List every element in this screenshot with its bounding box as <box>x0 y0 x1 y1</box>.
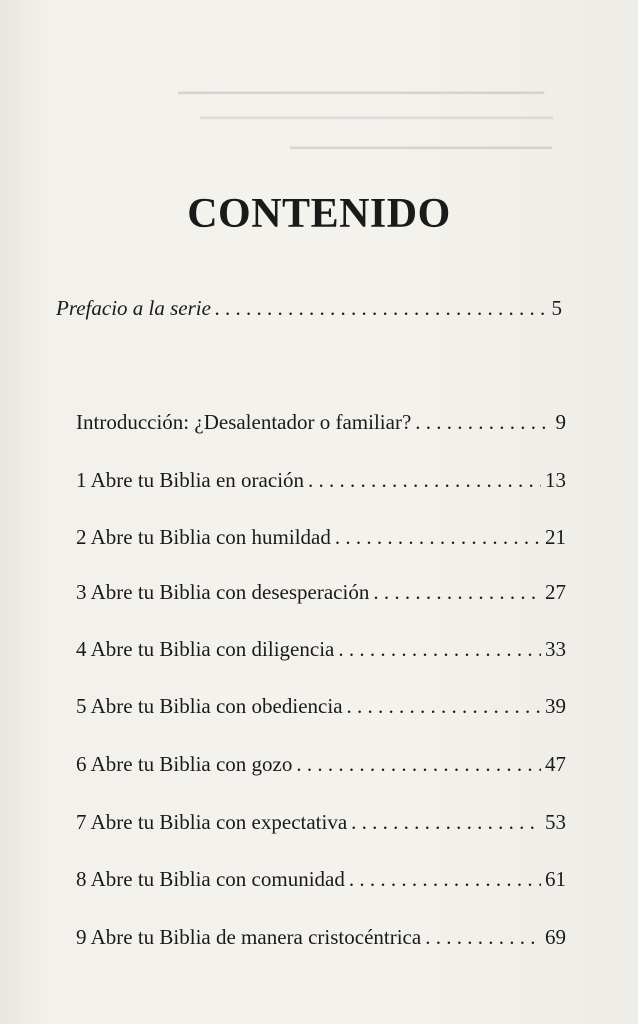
bleed-through-text: ▁▁▁▁▁▁▁▁▁▁▁▁▁▁▁▁▁▁▁▁▁▁▁▁▁▁▁ <box>200 100 553 119</box>
toc-entry-label: 7 Abre tu Biblia con expectativa <box>76 810 348 834</box>
dot-leader <box>347 694 541 719</box>
page-title: CONTENIDO <box>187 191 451 237</box>
toc-entry <box>76 410 566 435</box>
toc-entry-label: 2 Abre tu Biblia con humildad <box>76 525 331 549</box>
toc-entry-preface <box>56 296 562 321</box>
toc-entry-page: 33 <box>545 637 566 661</box>
dot-leader <box>349 867 541 892</box>
dot-leader <box>335 525 541 550</box>
dot-leader <box>296 752 541 777</box>
toc-entry-page: 9 <box>555 410 566 434</box>
toc-entry-label: 6 Abre tu Biblia con gozo <box>76 752 293 776</box>
dot-leader <box>425 925 541 950</box>
toc-entry-label: 5 Abre tu Biblia con obediencia <box>76 694 343 718</box>
dot-leader <box>415 410 551 435</box>
dot-leader <box>338 637 541 662</box>
toc-entry-label: Introducción: ¿Desalentador o familiar? <box>76 410 412 434</box>
dot-leader <box>308 468 541 493</box>
toc-entry-page: 69 <box>545 925 566 949</box>
toc-entry-page: 53 <box>545 810 566 834</box>
toc-entry <box>76 810 566 835</box>
bleed-through-text: ▁▁▁▁▁▁▁▁▁▁▁▁▁▁▁▁▁▁▁▁ <box>290 130 552 149</box>
dot-leader <box>215 296 548 321</box>
toc-entry-label: 4 Abre tu Biblia con diligencia <box>76 637 335 661</box>
toc-entry <box>76 867 566 892</box>
toc-entry <box>76 580 566 605</box>
dot-leader <box>351 810 541 835</box>
toc-entry <box>76 637 566 662</box>
toc-entry-page: 21 <box>545 525 566 549</box>
toc-entry <box>76 694 566 719</box>
toc-entry-page: 13 <box>545 468 566 492</box>
toc-entry-label: 9 Abre tu Biblia de manera cristocéntrica <box>76 925 422 949</box>
bleed-through-text: ▁▁▁▁▁▁▁▁▁▁▁▁▁▁▁▁▁▁▁▁▁▁▁▁▁▁▁▁ <box>178 75 545 94</box>
toc-entry-label: 1 Abre tu Biblia en oración <box>76 468 305 492</box>
toc-entry-page: 5 <box>551 296 562 320</box>
toc-entry-label: 3 Abre tu Biblia con desesperación <box>76 580 370 604</box>
toc-entry-label: Prefacio a la serie <box>56 296 211 320</box>
toc-entry-page: 39 <box>545 694 566 718</box>
toc-entry-page: 61 <box>545 867 566 891</box>
toc-entry-page: 47 <box>545 752 566 776</box>
toc-entry <box>76 468 566 493</box>
dot-leader <box>373 580 541 605</box>
toc-entry <box>76 752 566 777</box>
toc-entry <box>76 525 566 550</box>
toc-entry <box>76 925 566 950</box>
toc-entry-label: 8 Abre tu Biblia con comunidad <box>76 867 345 891</box>
toc-entry-page: 27 <box>545 580 566 604</box>
